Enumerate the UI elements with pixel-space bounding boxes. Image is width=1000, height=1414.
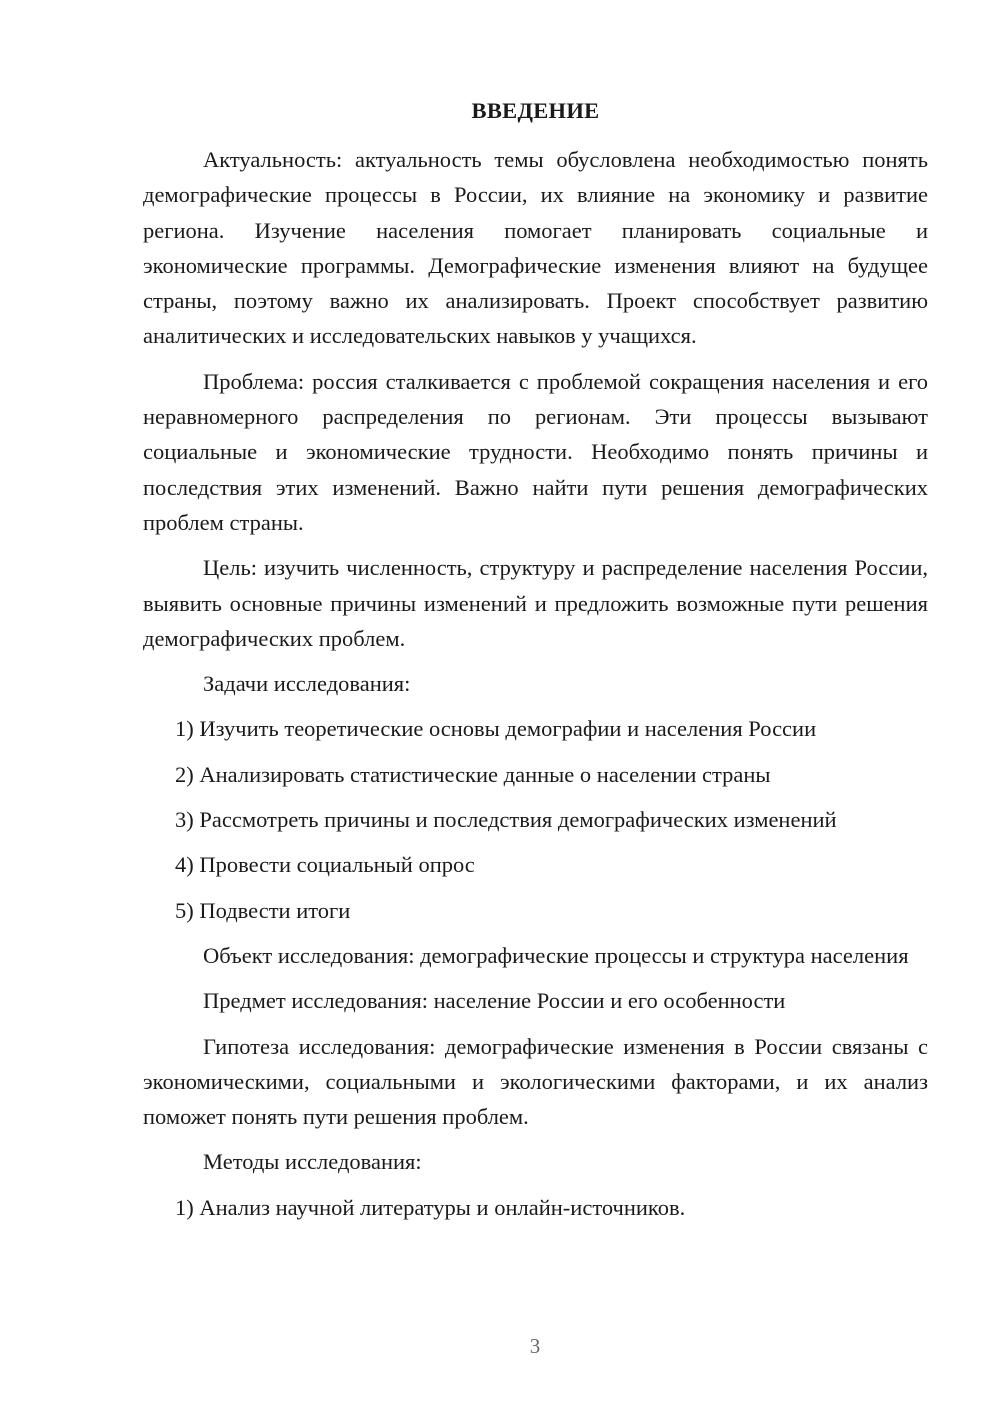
relevance-paragraph: Актуальность: актуальность темы обусловлена необходимостью понять демографические процессы в России, их влияние на экономику и развитие региона. Изучение населения помогает планировать социальные и экономические программы. Демографические изменения влияют на будущее страны, поэтому важно их анализировать. Проект способствует развитию аналитических и исследовательских навыков у учащихся. [143,147,928,349]
goal-paragraph: Цель: изучить численность, структуру и распределение населения России, выявить основные причины изменений и предложить возможные пути решения демографических проблем. [143,555,928,651]
list-item: 1) Изучить теоретические основы демографии и населения России [175,716,817,742]
tasks-heading: Задачи исследования: [203,671,411,697]
list-item: 3) Рассмотреть причины и последствия демографических изменений [175,807,837,833]
subject-paragraph: Предмет исследования: население России и его особенности [203,988,786,1014]
list-item: 4) Провести социальный опрос [175,852,475,878]
problem-paragraph: Проблема: россия сталкивается с проблемой сокращения населения и его неравномерного распределения по регионам. Эти процессы вызывают социальные и экономические трудности. Необходимо понять причины и последствия этих изменений. Важно найти пути решения демографических проблем страны. [143,368,928,535]
object-paragraph: Объект исследования: демографические процессы и структура населения [203,942,909,968]
page-number: 3 [529,1334,541,1358]
methods-list [143,1190,928,1225]
methods-heading: Методы исследования: [203,1149,422,1175]
page-title: ВВЕДЕНИЕ [471,98,600,123]
document-page [143,96,928,1235]
list-item: 2) Анализировать статистические данные о населении страны [175,761,771,787]
tasks-list [143,711,928,927]
list-item: 1) Анализ научной литературы и онлайн-источников. [175,1194,686,1220]
hypothesis-paragraph: Гипотеза исследования: демографические изменения в России связаны с экономическими, социальными и экологическими факторами, и их анализ поможет понять пути решения проблем. [143,1033,928,1130]
list-item: 5) Подвести итоги [175,897,351,923]
